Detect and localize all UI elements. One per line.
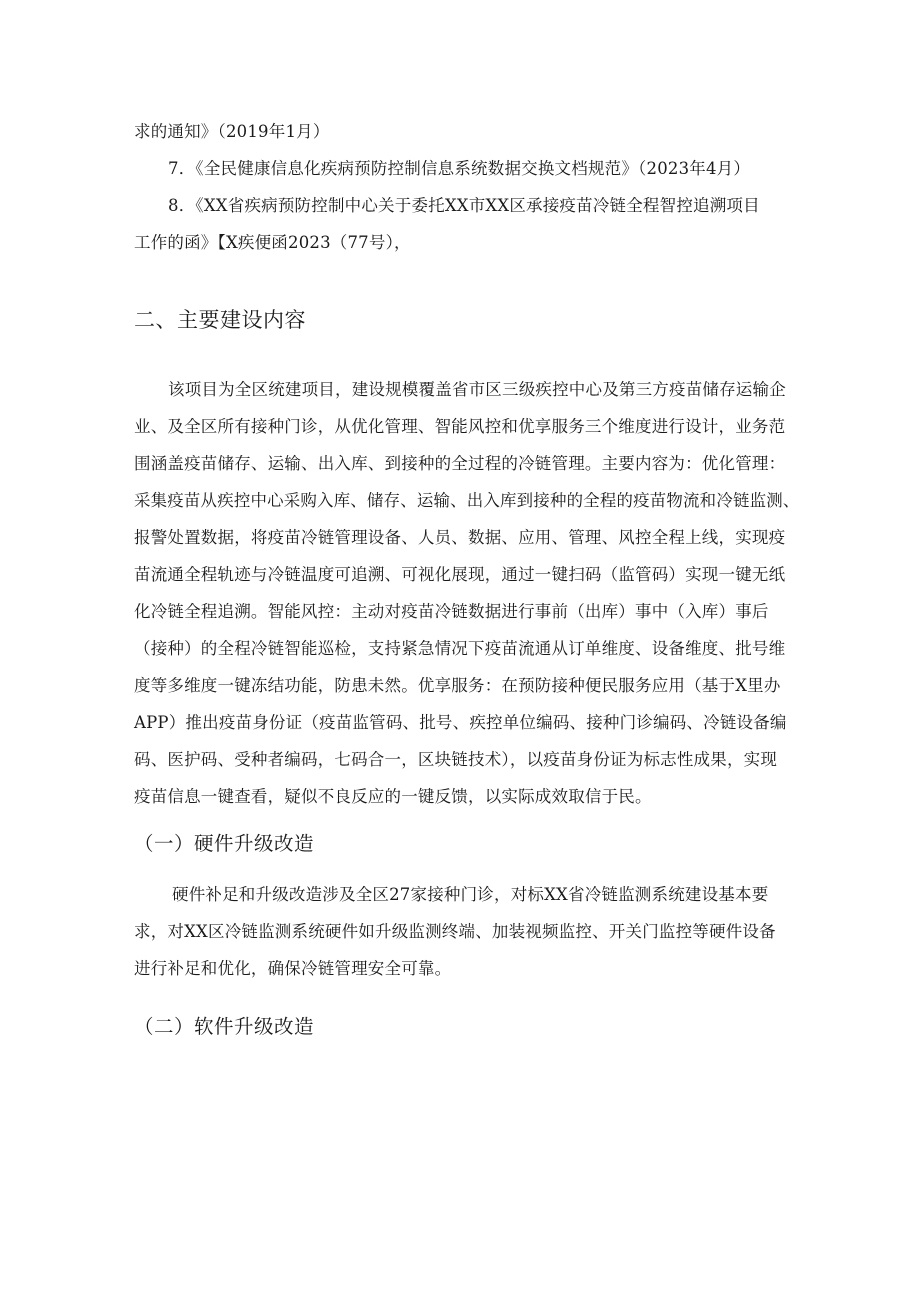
paragraph-line: 苗流通全程轨迹与冷链温度可追溯、可视化展现，通过一键扫码（监管码）实现一键无纸 [134,565,786,584]
reference-item-8-line-1: 8．《XX省疾病预防控制中心关于委托XX市XX区承接疫苗冷链全程智控追溯项目 [168,196,760,215]
paragraph-line: （接种）的全程冷链智能巡检，支持紧急情况下疫苗流通从订单维度、设备维度、批号维 [134,639,786,658]
section-heading-main-content: 二、主要建设内容 [134,308,306,332]
paragraph-line: APP）推出疫苗身份证（疫苗监管码、批号、疾控单位编码、接种门诊编码、冷链设备编 [134,713,787,732]
paragraph-line: 该项目为全区统建项目，建设规模覆盖省市区三级疾控中心及第三方疫苗储存运输企 [168,380,786,399]
subsection-heading-software: （二）软件升级改造 [134,1015,315,1038]
paragraph-line: 报警处置数据，将疫苗冷链管理设备、人员、数据、应用、管理、风控全程上线，实现疫 [134,528,786,547]
subsection-heading-hardware: （一）硬件升级改造 [134,832,315,855]
paragraph-line: 度等多维度一键冻结功能，防患未然。优享服务：在预防接种便民服务应用（基于X里办 [134,676,781,695]
paragraph-line: 采集疫苗从疾控中心采购入库、储存、运输、出入库到接种的全程的疫苗物流和冷链监测、 [134,491,800,510]
reference-item-8-line-2: 工作的函》【X疾便函2023（77号）， [134,233,411,252]
paragraph-line: 化冷链全程追溯。智能风控：主动对疫苗冷链数据进行事前（出库）事中（入库）事后 [134,602,769,621]
reference-item-7: 7．《全民健康信息化疾病预防控制信息系统数据交换文档规范》（2023年4月） [168,159,751,178]
paragraph-line: 疫苗信息一键查看，疑似不良反应的一键反馈，以实际成效取信于民。 [134,787,652,806]
reference-item-6-tail: 求的通知》（2019年1月） [134,122,330,141]
paragraph-line: 求，对XX区冷链监测系统硬件如升级监测终端、加装视频监控、开关门监控等硬件设备 [134,922,776,941]
paragraph-line: 业、及全区所有接种门诊，从优化管理、智能风控和优享服务三个维度进行设计，业务范 [134,417,786,436]
paragraph-line: 硬件补足和升级改造涉及全区27家接种门诊，对标XX省冷链监测系统建设基本要 [172,885,769,904]
paragraph-line: 码、医护码、受种者编码，七码合一，区块链技术），以疫苗身份证为标志性成果，实现 [134,750,778,769]
paragraph-line: 围涵盖疫苗储存、运输、出入库、到接种的全过程的冷链管理。主要内容为：优化管理： [134,454,786,473]
paragraph-line: 进行补足和优化，确保冷链管理安全可靠。 [134,959,452,978]
